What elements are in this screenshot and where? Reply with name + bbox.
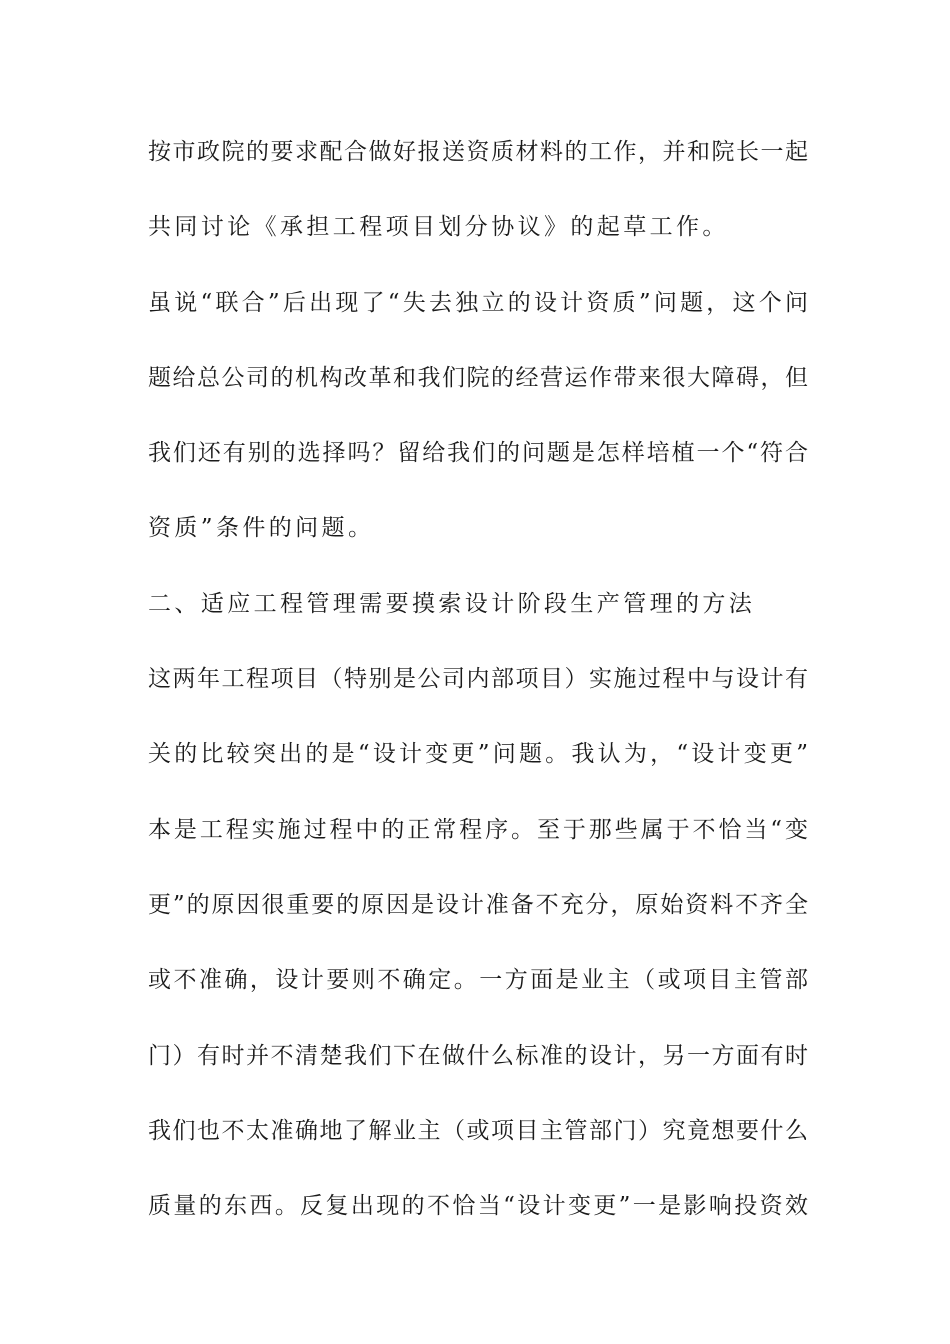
text-line-10: 本是工程实施过程中的正常程序。至于那些属于不恰当“变 bbox=[148, 816, 808, 843]
text-line-6: 资质”条件的问题。 bbox=[148, 515, 375, 542]
text-line-11: 更”的原因很重要的原因是设计准备不充分，原始资料不齐全 bbox=[148, 891, 808, 918]
text-line-12: 或不准确，设计要则不确定。一方面是业主（或项目主管部 bbox=[148, 967, 808, 994]
text-line-15: 质量的东西。反复出现的不恰当“设计变更”一是影响投资效 bbox=[148, 1193, 808, 1220]
body-text bbox=[148, 129, 808, 1258]
text-line-1: 按市政院的要求配合做好报送资质材料的工作，并和院长一起 bbox=[148, 139, 808, 165]
text-line-4: 题给总公司的机构改革和我们院的经营运作带来很大障碍，但 bbox=[148, 364, 808, 391]
text-line-14: 我们也不太准确地了解业主（或项目主管部门）究竟想要什么 bbox=[148, 1117, 808, 1144]
text-line-8: 这两年工程项目（特别是公司内部项目）实施过程中与设计有 bbox=[148, 666, 808, 693]
text-line-3: 虽说“联合”后出现了“失去独立的设计资质”问题，这个问 bbox=[148, 289, 808, 316]
text-line-13: 门）有时并不清楚我们下在做什么标准的设计，另一方面有时 bbox=[148, 1042, 808, 1069]
text-line-5: 我们还有别的选择吗？留给我们的问题是怎样培植一个“符合 bbox=[148, 440, 808, 467]
section-heading: 二、适应工程管理需要摸索设计阶段生产管理的方法 bbox=[148, 590, 756, 617]
text-line-2: 共同讨论《承担工程项目划分协议》的起草工作。 bbox=[148, 214, 729, 241]
text-line-9: 关的比较突出的是“设计变更”问题。我认为，“设计变更” bbox=[148, 741, 808, 768]
